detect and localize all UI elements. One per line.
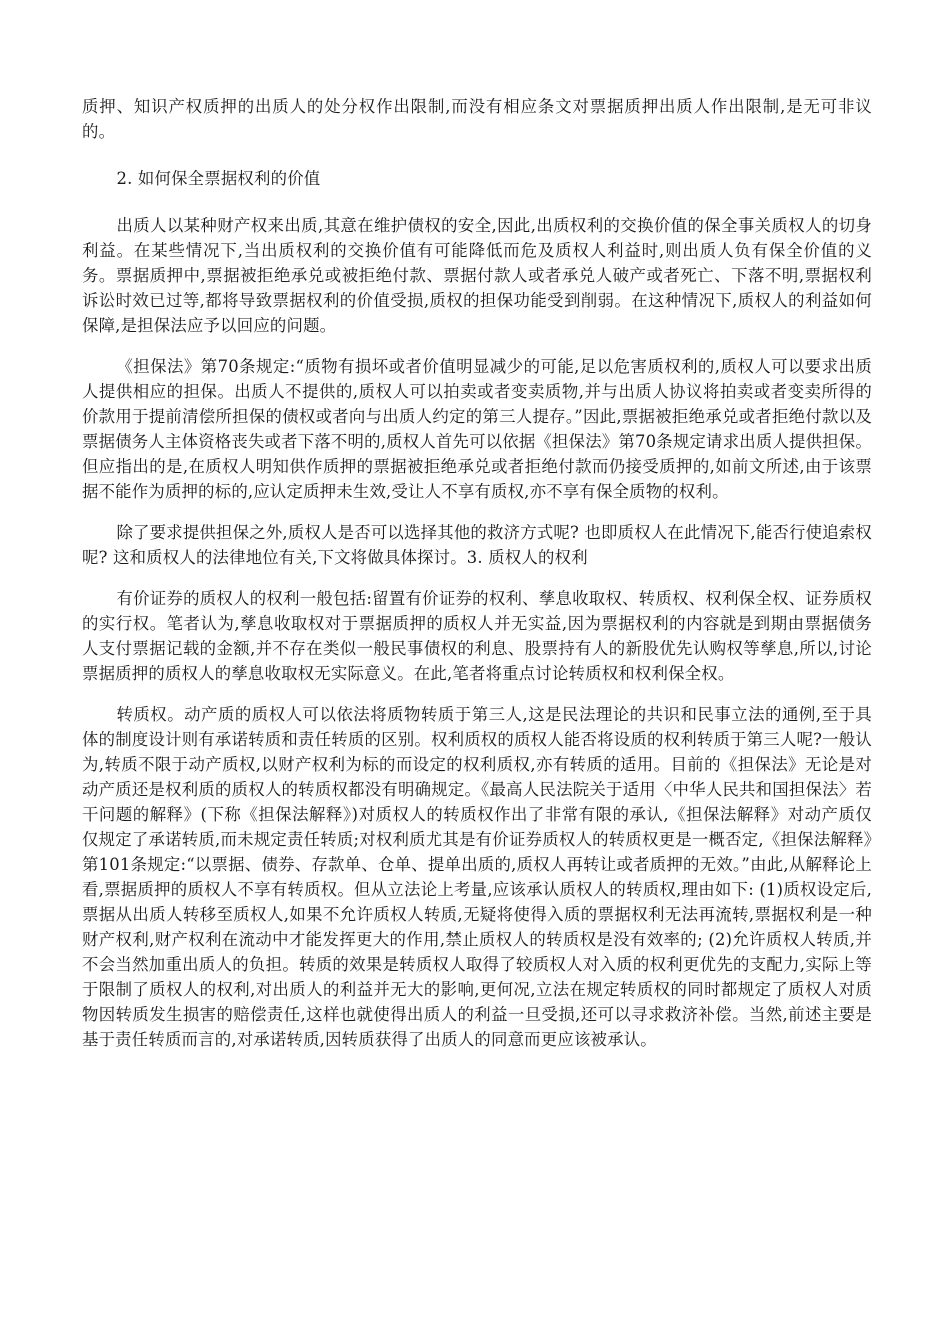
- paragraph: 除了要求提供担保之外,质权人是否可以选择其他的救济方式呢? 也即质权人在此情况下,能否行使追索权呢? 这和质权人的法律地位有关,下文将做具体探讨。3. 质权人的权利: [82, 523, 872, 567]
- paragraph: 有价证券的质权人的权利一般包括:留置有价证券的权利、孳息收取权、转质权、权利保全权、证券质权的实行权。笔者认为,孳息收取权对于票据质押的质权人并无实益,因为票据权利的内容就是到期由票据债务人支付票据记载的金额,并不存在类似一般民事债权的利息、股票持有人的新股优先认购权等孳息,所以,讨论票据质押的质权人的孳息收取权无实际意义。在此,笔者将重点讨论转质权和权利保全权。: [82, 589, 872, 683]
- section-heading-2: 2. 如何保全票据权利的价值: [116, 169, 321, 188]
- paragraph: 出质人以某种财产权来出质,其意在维护债权的安全,因此,出质权利的交换价值的保全事关质权人的切身利益。在某些情况下,当出质权利的交换价值有可能降低而危及质权人利益时,则出质人负有保全价值的义务。票据质押中,票据被拒绝承兑或被拒绝付款、票据付款人或者承兑人破产或者死亡、下落不明,票据权利诉讼时效已过等,都将导致票据权利的价值受损,质权的担保功能受到削弱。在这种情况下,质权人的利益如何保障,是担保法应予以回应的问题。: [82, 216, 872, 335]
- paragraph: 《担保法》第70条规定:“质物有损坏或者价值明显减少的可能,足以危害质权利的,质权人可以要求出质人提供相应的担保。出质人不提供的,质权人可以拍卖或者变卖质物,并与出质人协议将拍卖或者变卖所得的价款用于提前清偿所担保的债权或者向与出质人约定的第三人提存。”因此,票据被拒绝承兑或者拒绝付款以及票据债务人主体资格丧失或者下落不明的,质权人首先可以依据《担保法》第70条规定请求出质人提供担保。但应指出的是,在质权人明知供作质押的票据被拒绝承兑或者拒绝付款而仍接受质押的,如前文所述,由于该票据不能作为质押的标的,应认定质押未生效,受让人不享有质权,亦不享有保全质物的权利。: [82, 357, 872, 501]
- paragraph: 转质权。动产质的质权人可以依法将质物转质于第三人,这是民法理论的共识和民事立法的通例,至于具体的制度设计则有承诺转质和责任转质的区别。权利质权的质权人能否将设质的权利转质于第三人呢?一般认为,转质不限于动产质权,以财产权利为标的而设定的权利质权,亦有转质的适用。目前的《担保法》无论是对动产质还是权利质的质权人的转质权都没有明确规定。《最高人民法院关于适用〈中华人民共和国担保法〉若干问题的解释》(下称《担保法解释》)对质权人的转质权作出了非常有限的承认,《担保法解释》对动产质仅仅规定了承诺转质,而未规定责任转质;对权利质尤其是有价证券质权人的转质权更是一概否定,《担保法解释》第101条规定:“以票据、债券、存款单、仓单、提单出质的,质权人再转让或者质押的无效。”由此,从解释论上看,票据质押的质权人不享有转质权。但从立法论上考量,应该承认质权人的转质权,理由如下: (1)质权设定后,票据从出质人转移至质权人,如果不允许质权人转质,无疑将使得入质的票据权利无法再流转,票据权利是一种财产权利,财产权利在流动中才能发挥更大的作用,禁止质权人的转质权是没有效率的; (2)允许质权人转质,并不会当然加重出质人的负担。转质的效果是转质权人取得了较质权人对入质的权利更优先的支配力,实际上等于限制了质权人的权利,对出质人的利益并无大的影响,更何况,立法在规定转质权的同时都规定了质权人对质物因转质发生损害的赔偿责任,这样也就使得出质人的利益一旦受损,还可以寻求救济补偿。当然,前述主要是基于责任转质而言的,对承诺转质,因转质获得了出质人的同意而更应该被承认。: [82, 705, 872, 1049]
- paragraph-continuation: 质押、知识产权质押的出质人的处分权作出限制,而没有相应条文对票据质押出质人作出限制,是无可非议的。: [82, 97, 872, 141]
- document-body: [82, 94, 872, 1068]
